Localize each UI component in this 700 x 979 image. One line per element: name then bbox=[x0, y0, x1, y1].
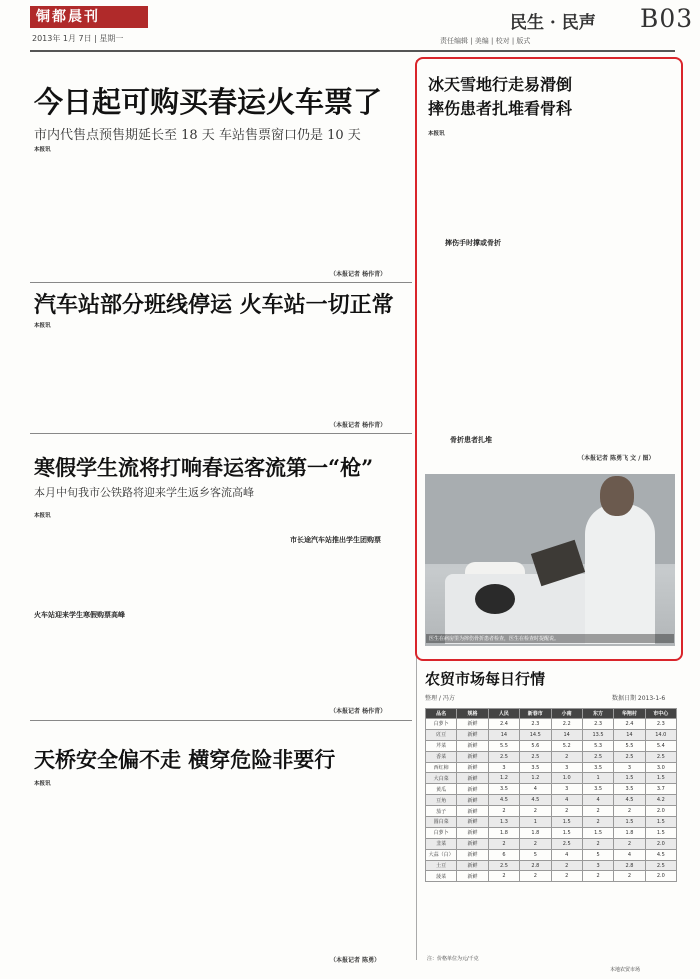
article-headline: 汽车站部分班线停运 火车站一切正常 bbox=[34, 292, 394, 318]
table-cell: 2 bbox=[582, 817, 613, 828]
table-cell: 1 bbox=[520, 817, 551, 828]
table-cell: 1.5 bbox=[551, 827, 582, 838]
table-cell: 新鲜 bbox=[457, 817, 488, 828]
table-cell: 1.5 bbox=[582, 827, 613, 838]
table-cell: 2.4 bbox=[614, 719, 645, 730]
table-cell: 3.5 bbox=[520, 762, 551, 773]
table-cell: 1.5 bbox=[614, 817, 645, 828]
article-headline-line1: 冰天雪地行走易滑倒 bbox=[428, 75, 573, 94]
photo-caption: 医生在病房里为摔伤骨折患者检查，医生在检查时提醒说。 bbox=[426, 634, 674, 643]
table-cell: 新鲜 bbox=[457, 849, 488, 860]
inner-heading: 市长途汽车站推出学生团购票 bbox=[290, 536, 381, 544]
article-body-ice bbox=[428, 130, 676, 470]
table-cell: 5.2 bbox=[551, 740, 582, 751]
table-cell: 3 bbox=[551, 784, 582, 795]
table-header-cell: 东方 bbox=[582, 709, 613, 719]
table-row bbox=[426, 860, 677, 871]
table-cell: 芹菜 bbox=[426, 740, 457, 751]
article-headline: 天桥安全偏不走 横穿危险非要行 bbox=[34, 747, 336, 772]
article-lead: 本报讯 bbox=[34, 323, 51, 329]
table-cell: 14 bbox=[488, 729, 519, 740]
table-cell: 2 bbox=[488, 838, 519, 849]
table-cell: 新鲜 bbox=[457, 827, 488, 838]
table-cell: 1.8 bbox=[520, 827, 551, 838]
table-cell: 1.5 bbox=[645, 773, 676, 784]
table-cell: 2.5 bbox=[520, 751, 551, 762]
table-cell: 3.5 bbox=[582, 784, 613, 795]
table-row bbox=[426, 762, 677, 773]
dateline: 2013年 1月 7日 | 星期一 bbox=[32, 34, 124, 43]
table-cell: 大白菜 bbox=[426, 773, 457, 784]
table-cell: 新鲜 bbox=[457, 860, 488, 871]
table-cell: 2 bbox=[520, 871, 551, 882]
article-lead: 本报讯 bbox=[34, 781, 51, 787]
table-cell: 2.5 bbox=[614, 751, 645, 762]
table-cell: 1.5 bbox=[551, 817, 582, 828]
table-header-cell: 市中心 bbox=[645, 709, 676, 719]
table-cell: 4 bbox=[582, 795, 613, 806]
inner-heading: 摔伤手时撑或骨折 bbox=[445, 239, 501, 247]
table-cell: 2 bbox=[551, 751, 582, 762]
table-cell: 2.2 bbox=[551, 719, 582, 730]
table-cell: 1.0 bbox=[551, 773, 582, 784]
table-cell: 2 bbox=[614, 806, 645, 817]
table-cell: 豆角 bbox=[426, 795, 457, 806]
table-cell: 1.8 bbox=[614, 827, 645, 838]
table-cell: 3 bbox=[614, 762, 645, 773]
article-signature: （本报记者 杨作青） bbox=[330, 422, 387, 429]
table-cell: 2 bbox=[520, 806, 551, 817]
article-headline-line2: 摔伤患者扎堆看骨科 bbox=[428, 99, 573, 118]
article-signature: （本报记者 陈勇） bbox=[330, 957, 381, 964]
table-cell: 圆白菜 bbox=[426, 817, 457, 828]
market-title: 农贸市场每日行情 bbox=[425, 670, 546, 688]
table-cell: 2.5 bbox=[645, 751, 676, 762]
table-header-cell: 人民 bbox=[488, 709, 519, 719]
table-cell: 2.0 bbox=[645, 871, 676, 882]
market-price-table bbox=[425, 708, 677, 882]
article-divider bbox=[30, 282, 412, 283]
table-row bbox=[426, 719, 677, 730]
table-cell: 新鲜 bbox=[457, 729, 488, 740]
table-cell: 4 bbox=[520, 784, 551, 795]
table-note: 注：价格单位为元/千克 bbox=[427, 956, 479, 962]
article-subhead: 市内代售点预售期延长至 18 天 车站售票窗口仍是 10 天 bbox=[34, 128, 361, 143]
table-row bbox=[426, 729, 677, 740]
table-cell: 5.4 bbox=[645, 740, 676, 751]
table-cell: 西红柿 bbox=[426, 762, 457, 773]
table-cell: 2.8 bbox=[614, 860, 645, 871]
inner-heading: 骨折患者扎堆 bbox=[450, 436, 492, 444]
table-row bbox=[426, 849, 677, 860]
article-body-rail bbox=[34, 146, 409, 266]
table-cell: 2 bbox=[614, 871, 645, 882]
article-body-bus bbox=[34, 322, 409, 418]
table-cell: 2.3 bbox=[645, 719, 676, 730]
editors-line: 责任编辑 | 美编 | 校对 | 版式 bbox=[440, 37, 531, 45]
article-headline: 今日起可购买春运火车票了 bbox=[34, 85, 383, 119]
article-divider bbox=[30, 433, 412, 434]
table-cell: 2.3 bbox=[520, 719, 551, 730]
table-cell: 2.4 bbox=[488, 719, 519, 730]
page-code: B03 bbox=[640, 4, 694, 33]
table-cell: 2 bbox=[551, 871, 582, 882]
table-cell: 2.0 bbox=[645, 838, 676, 849]
table-row bbox=[426, 784, 677, 795]
inner-heading: 火车站迎来学生寒假购票高峰 bbox=[34, 611, 125, 619]
table-cell: 3 bbox=[582, 860, 613, 871]
table-cell: 1.3 bbox=[488, 817, 519, 828]
table-cell: 3.5 bbox=[582, 762, 613, 773]
article-subhead: 本月中旬我市公铁路将迎来学生返乡客流高峰 bbox=[34, 486, 254, 499]
table-cell: 2 bbox=[488, 871, 519, 882]
table-cell: 茄子 bbox=[426, 806, 457, 817]
table-cell: 14 bbox=[614, 729, 645, 740]
table-cell: 3 bbox=[551, 762, 582, 773]
table-cell: 黄瓜 bbox=[426, 784, 457, 795]
table-cell: 14 bbox=[551, 729, 582, 740]
table-row bbox=[426, 871, 677, 882]
article-lead: 本报讯 bbox=[428, 131, 445, 137]
table-cell: 2 bbox=[551, 860, 582, 871]
table-row bbox=[426, 740, 677, 751]
table-cell: 新鲜 bbox=[457, 871, 488, 882]
table-cell: 1.2 bbox=[520, 773, 551, 784]
table-cell: 3.5 bbox=[614, 784, 645, 795]
table-cell: 5.3 bbox=[582, 740, 613, 751]
article-signature: （本报记者 陈勇飞 文 / 图） bbox=[578, 455, 655, 462]
table-cell: 1.8 bbox=[488, 827, 519, 838]
table-header-cell: 小南 bbox=[551, 709, 582, 719]
table-row bbox=[426, 827, 677, 838]
table-cell: 4 bbox=[614, 849, 645, 860]
table-cell: 2 bbox=[582, 871, 613, 882]
table-cell: 土豆 bbox=[426, 860, 457, 871]
article-lead: 本报讯 bbox=[34, 513, 51, 519]
table-cell: 新鲜 bbox=[457, 719, 488, 730]
table-cell: 1.5 bbox=[645, 817, 676, 828]
table-cell: 2 bbox=[520, 838, 551, 849]
hospital-photo bbox=[425, 474, 675, 646]
table-cell: 3.0 bbox=[645, 762, 676, 773]
table-cell: 5.6 bbox=[520, 740, 551, 751]
table-cell: 3.5 bbox=[488, 784, 519, 795]
table-cell: 2 bbox=[582, 838, 613, 849]
table-cell: 2.5 bbox=[488, 751, 519, 762]
market-date: 数据日期 2013-1-6 bbox=[612, 695, 666, 702]
table-cell: 新鲜 bbox=[457, 751, 488, 762]
table-cell: 3 bbox=[488, 762, 519, 773]
table-cell: 1.5 bbox=[614, 773, 645, 784]
table-cell: 白萝卜 bbox=[426, 827, 457, 838]
table-cell: 1.5 bbox=[645, 827, 676, 838]
table-cell: 4.5 bbox=[645, 849, 676, 860]
newspaper-logo: 铜都晨刊 bbox=[30, 6, 148, 28]
table-header-cell: 品名 bbox=[426, 709, 457, 719]
article-body-bridge bbox=[34, 780, 409, 952]
table-cell: 新鲜 bbox=[457, 806, 488, 817]
table-cell: 2.5 bbox=[488, 860, 519, 871]
table-cell: 14.5 bbox=[520, 729, 551, 740]
table-cell: 4.2 bbox=[645, 795, 676, 806]
table-row bbox=[426, 751, 677, 762]
table-cell: 4 bbox=[551, 849, 582, 860]
table-cell: 4.5 bbox=[614, 795, 645, 806]
article-headline: 寒假学生流将打响春运客流第一“枪” bbox=[34, 455, 374, 480]
table-row bbox=[426, 795, 677, 806]
article-signature: （本报记者 杨作青） bbox=[330, 271, 387, 278]
table-cell: 新鲜 bbox=[457, 838, 488, 849]
table-cell: 5 bbox=[582, 849, 613, 860]
table-cell: 新鲜 bbox=[457, 762, 488, 773]
table-cell: 大蒜（白） bbox=[426, 849, 457, 860]
table-row bbox=[426, 838, 677, 849]
table-cell: 新鲜 bbox=[457, 784, 488, 795]
table-cell: 4.5 bbox=[488, 795, 519, 806]
table-cell: 4.5 bbox=[520, 795, 551, 806]
article-lead: 本报讯 bbox=[34, 147, 51, 153]
masthead bbox=[0, 0, 700, 58]
section-title: 民生 · 民声 bbox=[510, 13, 596, 33]
table-cell: 韭菜 bbox=[426, 838, 457, 849]
table-cell: 新鲜 bbox=[457, 773, 488, 784]
table-cell: 豇豆 bbox=[426, 729, 457, 740]
table-cell: 2.5 bbox=[645, 860, 676, 871]
article-divider bbox=[30, 720, 412, 721]
table-cell: 香菜 bbox=[426, 751, 457, 762]
table-cell: 3.7 bbox=[645, 784, 676, 795]
table-cell: 2 bbox=[488, 806, 519, 817]
table-source: 本地农贸市场 bbox=[610, 967, 641, 973]
table-row bbox=[426, 773, 677, 784]
table-row bbox=[426, 817, 677, 828]
table-cell: 1 bbox=[582, 773, 613, 784]
table-cell: 白萝卜 bbox=[426, 719, 457, 730]
table-cell: 新鲜 bbox=[457, 795, 488, 806]
table-cell: 2 bbox=[582, 806, 613, 817]
table-cell: 1.2 bbox=[488, 773, 519, 784]
table-cell: 2.5 bbox=[551, 838, 582, 849]
table-header-cell: 新春市 bbox=[520, 709, 551, 719]
table-cell: 2 bbox=[614, 838, 645, 849]
table-cell: 2.3 bbox=[582, 719, 613, 730]
table-row bbox=[426, 806, 677, 817]
table-cell: 6 bbox=[488, 849, 519, 860]
table-header-cell: 华翔村 bbox=[614, 709, 645, 719]
table-cell: 5 bbox=[520, 849, 551, 860]
article-signature: （本报记者 杨作青） bbox=[330, 708, 387, 715]
table-cell: 2 bbox=[551, 806, 582, 817]
table-cell: 2.0 bbox=[645, 806, 676, 817]
table-cell: 13.5 bbox=[582, 729, 613, 740]
table-cell: 2.5 bbox=[582, 751, 613, 762]
table-cell: 2.8 bbox=[520, 860, 551, 871]
table-cell: 菠菜 bbox=[426, 871, 457, 882]
table-cell: 5.5 bbox=[488, 740, 519, 751]
table-header-cell: 规格 bbox=[457, 709, 488, 719]
table-cell: 4 bbox=[551, 795, 582, 806]
table-cell: 新鲜 bbox=[457, 740, 488, 751]
table-cell: 5.5 bbox=[614, 740, 645, 751]
table-cell: 14.0 bbox=[645, 729, 676, 740]
top-rule bbox=[30, 50, 675, 52]
market-byline: 整理 / 冯方 bbox=[425, 695, 455, 702]
